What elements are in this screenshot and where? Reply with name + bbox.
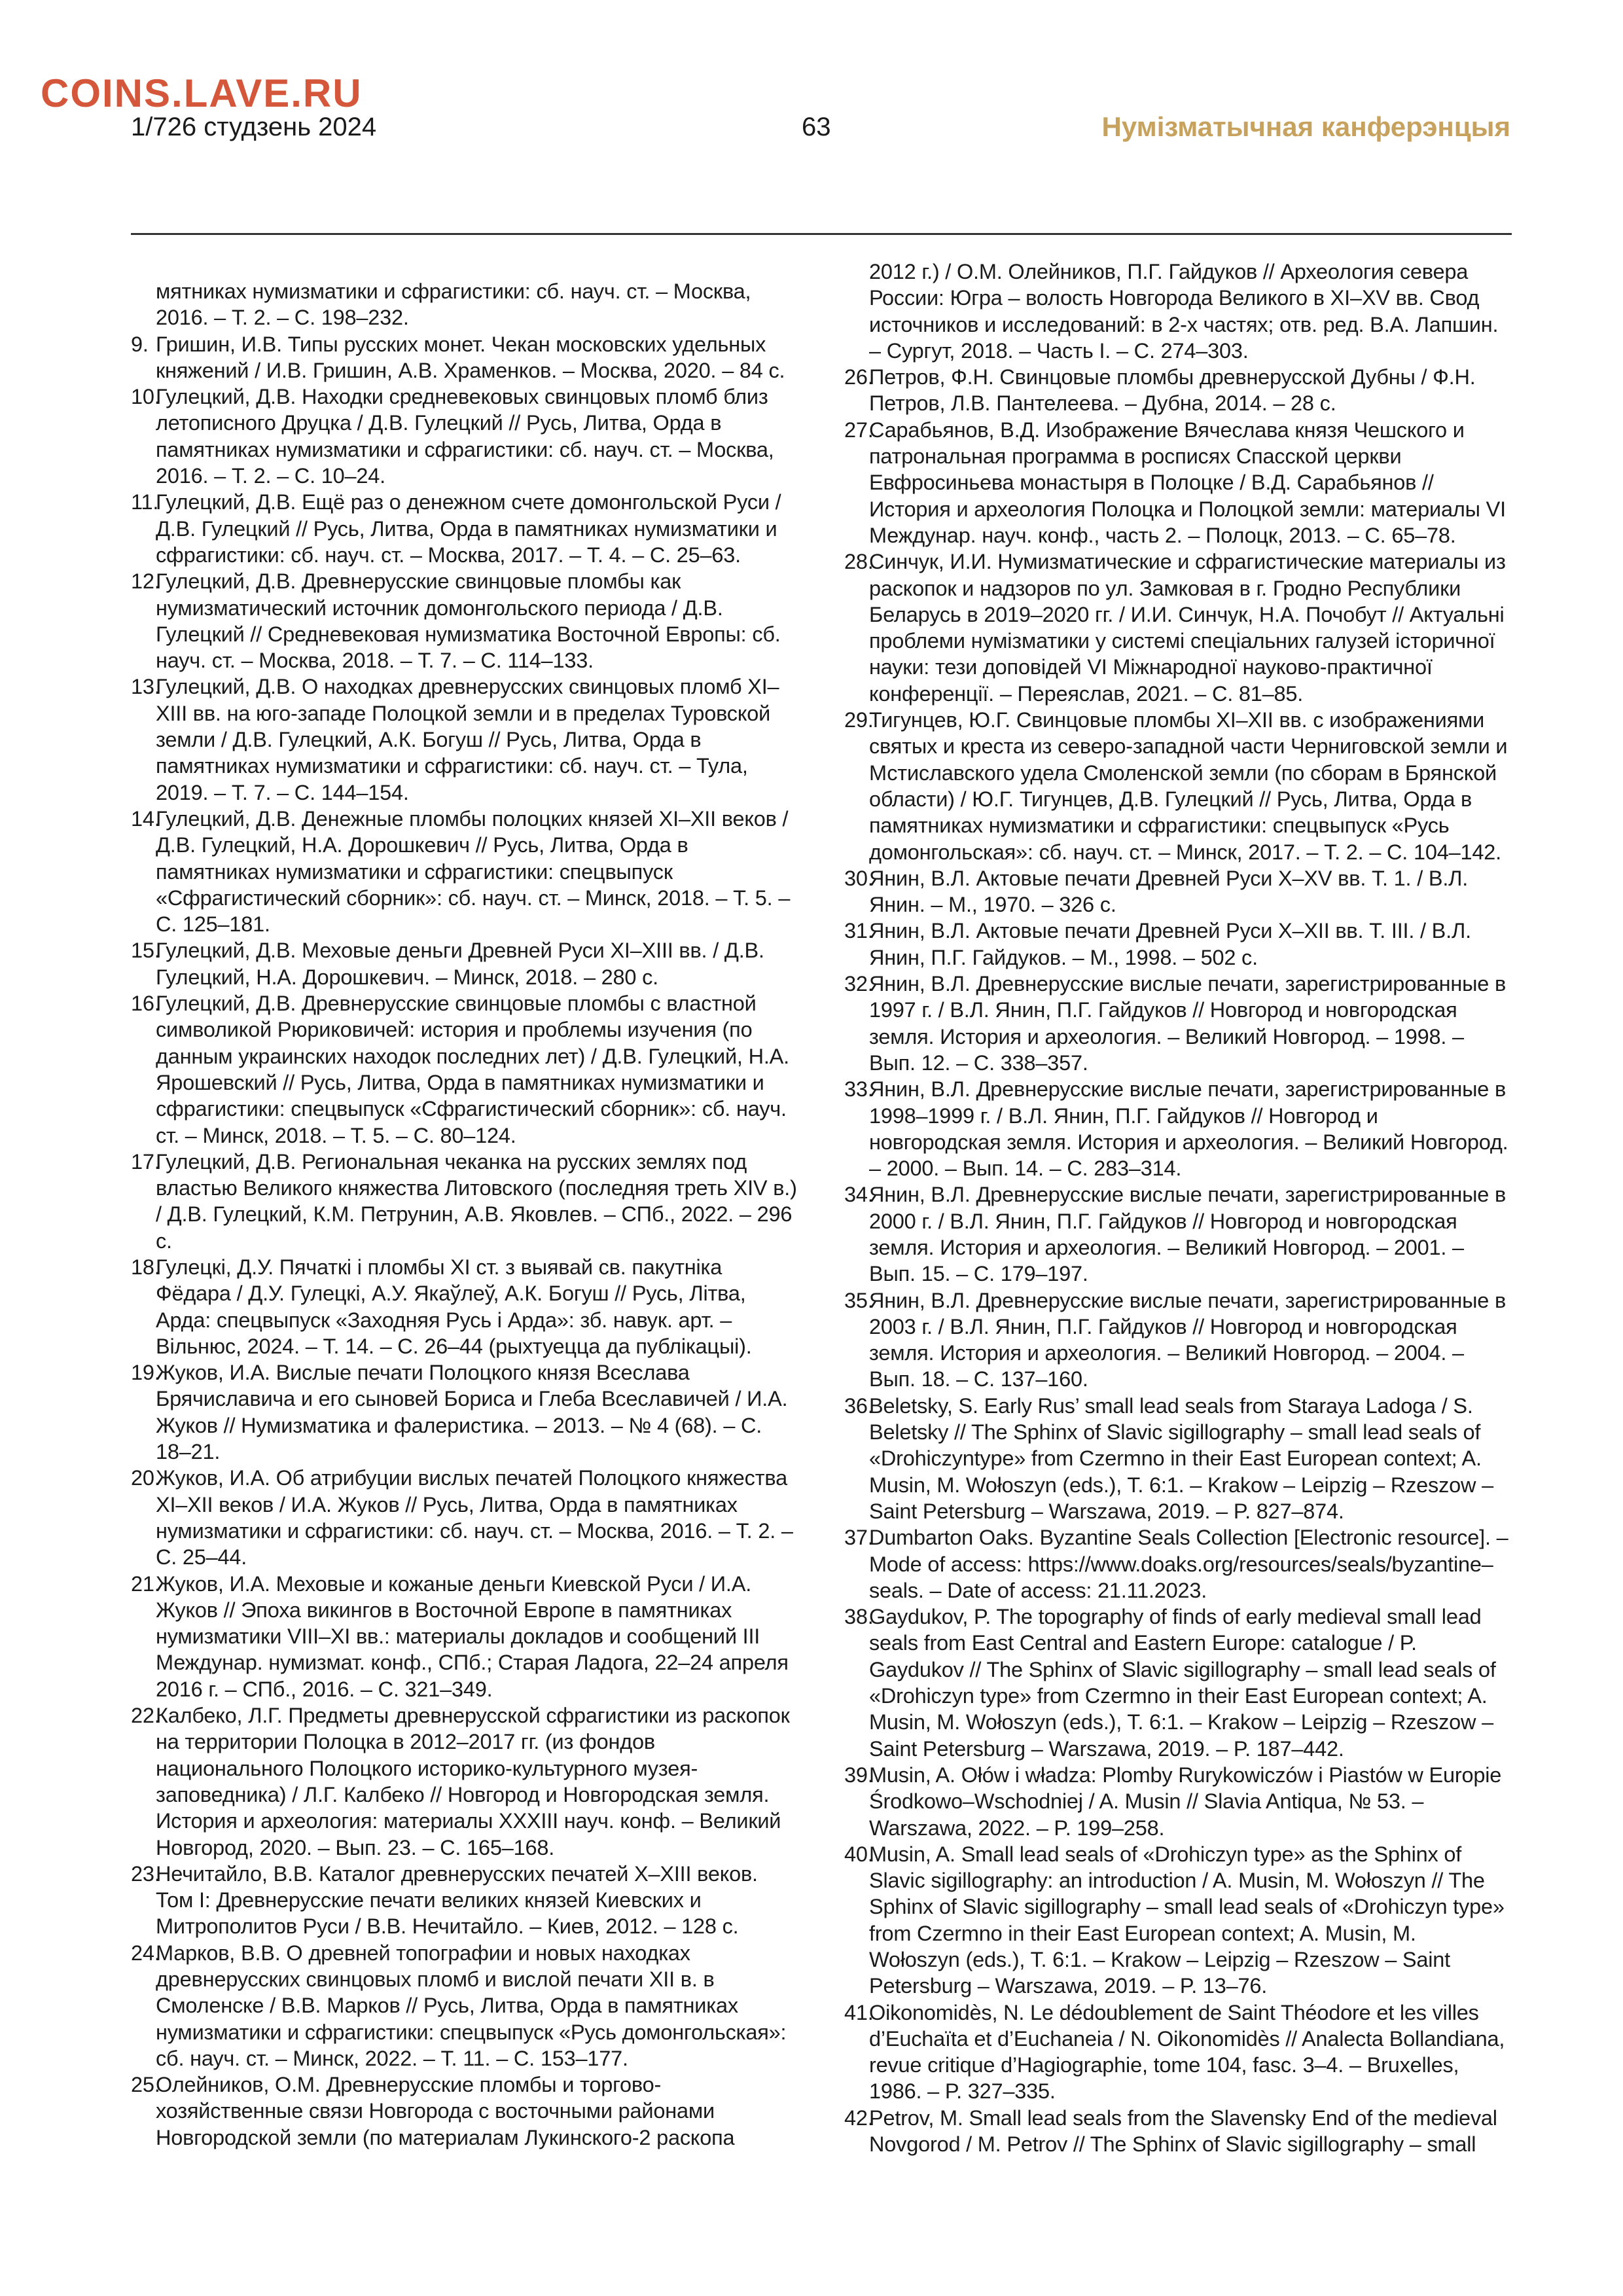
reference-text: Янин, В.Л. Древнерусские вислые печати, зарегистрированные в 2003 г. / В.Л. Янин, П.Г. Гайдуков // Новгород и новгородская земля. История и археология. – Великий Новгород. – 2004. – Вып. 18. – С. 137–160. [869,1288,1507,1391]
reference-number [131,278,156,331]
reference-text: Синчук, И.И. Нумизматические и сфрагистические материалы из раскопок и надзоров по ул. Замковая в г. Гродно Республики Беларусь в 2019–2020 гг. / И.И. Синчук, Н.А. Почобут // Актуальні проблеми нумізматики у системі спеціальних галузей історичної науки: тези доповідей VI Міжнародної науково-практичної конференції. – Переяслав, 2021. – С. 81–85. [869,550,1506,706]
reference-number: 22. [131,1704,160,1728]
reference-text: Гулецкий, Д.В. Древнерусские свинцовые пломбы как нумизматический источник домонгольского периода / Д.В. Гулецкий // Средневековая нумизматика Восточной Европы: сб. науч. ст. – Москва, 2018. – Т. 7. – С. 114–133. [156,569,781,673]
reference-entry [131,1861,798,1940]
running-title: Нумізматычная канферэнцыя [1101,111,1510,142]
reference-entry [844,1181,1512,1287]
reference-entry [131,806,798,937]
reference-number [844,259,869,364]
reference-text: Гулецкі, Д.У. Пячаткі і пломбы XI ст. з выявай св. пакутніка Фёдара / Д.У. Гулецкі, А.У. Якаўлеў, А.К. Богуш // Русь, Літва, Арда: спецвыпуск «Заходняя Русь і Арда»: зб. навук. арт. – Вільнюс, 2024. – Т. 14. – С. 26–44 (рыхтуецца да публікацыі). [156,1255,752,1358]
reference-number: 14. [131,806,160,831]
reference-entry [131,1702,798,1861]
reference-entry [131,937,798,990]
reference-number: 38. [844,1605,874,1629]
reference-entry [131,568,798,673]
reference-entry [131,489,798,568]
reference-text: Янин, В.Л. Древнерусские вислые печати, зарегистрированные в 1998–1999 г. / В.Л. Янин, П.Г. Гайдуков // Новгород и новгородская земля. История и археология. – Великий Новгород. – 2000. – Вып. 14. – С. 283–314. [869,1077,1508,1181]
reference-entry [131,2072,798,2151]
reference-number: 36. [844,1393,874,1418]
page-number: 63 [802,113,831,141]
reference-number: 23. [131,1861,160,1886]
reference-text: Нечитайло, В.В. Каталог древнерусских печатей X–XIII веков. Том I: Древнерусские печати великих князей Киевских и Митрополитов Руси / В.В. Нечитайло. – Киев, 2012. – 128 с. [156,1861,758,1939]
reference-number: 19. [131,1361,160,1385]
reference-text: Янин, В.Л. Актовые печати Древней Руси X–XII вв. Т. III. / В.Л. Янин, П.Г. Гайдуков. – М., 1998. – 502 с. [869,919,1471,969]
reference-number: 17. [131,1149,160,1174]
reference-entry [844,364,1512,417]
reference-number: 32. [844,972,874,996]
reference-text: Musin, A. Small lead seals of «Drohiczyn type» as the Sphinx of Slavic sigillography: an introduction / A. Musin, M. Wołoszyn // The Sphinx of Slavic sigillography – small lead seals of «Drohiczyn type» from Czermno in their East European context; A. Musin, M. Wołoszyn (eds.), T. 6:1. – Krakow – Leipzig – Rzeszow – Saint Petersburg – Warszawa, 2019. – P. 13–76. [869,1842,1505,1998]
reference-number: 25. [131,2073,160,2097]
reference-text: Gaydukov, P. The topography of finds of early medieval small lead seals from East Central and Eastern Europe: catalogue / P. Gaydukov // The Sphinx of Slavic sigillography – small lead seals of «Drohiczyn type» from Czermno in their East European context; A. Musin, M. Wołoszyn (eds.), T. 6:1. – Krakow – Leipzig – Rzeszow – Saint Petersburg – Warszawa, 2019. – P. 187–442. [869,1605,1496,1761]
reference-number: 16. [131,992,160,1016]
reference-number: 15. [131,939,160,963]
reference-entry [844,1841,1512,2000]
reference-number: 42. [844,2106,874,2130]
reference-text: Гулецкий, Д.В. Находки средневековых свинцовых пломб близ летописного Друцка / Д.В. Гулецкий // Русь, Литва, Орда в памятниках нумизматики и сфрагистики: сб. науч. ст. – Москва, 2016. – Т. 2. – С. 10–24. [156,385,774,488]
reference-number: 18. [131,1255,160,1279]
reference-entry [844,865,1512,918]
reference-number: 20. [131,1466,160,1490]
reference-entry [844,971,1512,1076]
reference-text: мятниках нумизматики и сфрагистики: сб. науч. ст. – Москва, 2016. – Т. 2. – С. 198–232. [156,279,751,330]
header-rule [131,233,1512,235]
reference-text: Гришин, И.В. Типы русских монет. Чекан московских удельных княжений / И.В. Гришин, А.В. Храменков. – Москва, 2020. – 84 с. [156,332,785,382]
reference-number: 28. [844,550,874,574]
reference-text: Янин, В.Л. Древнерусские вислые печати, зарегистрированные в 1997 г. / В.Л. Янин, П.Г. Гайдуков // Новгород и новгородская земля. История и археология. – Великий Новгород. – 1998. – Вып. 12. – С. 338–357. [869,972,1507,1075]
reference-entry [844,1076,1512,1181]
reference-number: 29. [844,708,874,732]
reference-text: Янин, В.Л. Актовые печати Древней Руси X–XV вв. Т. 1. / В.Л. Янин. – М., 1970. – 326 с. [869,866,1469,917]
reference-text: Янин, В.Л. Древнерусские вислые печати, зарегистрированные в 2000 г. / В.Л. Янин, П.Г. Гайдуков // Новгород и новгородская земля. История и археология. – Великий Новгород. – 2001. – Вып. 15. – С. 179–197. [869,1183,1507,1286]
reference-text: Жуков, И.А. Меховые и кожаные деньги Киевской Руси / И.А. Жуков // Эпоха викингов в Восточной Европе в памятниках нумизматики VIII–XI вв.: материалы докладов и сообщений III Междунар. нумизмат. конф., СПб.; Старая Ладога, 22–24 апреля 2016 г. – СПб., 2016. – С. 321–349. [156,1571,789,1701]
reference-number: 35. [844,1288,874,1312]
reference-text: Гулецкий, Д.В. Региональная чеканка на русских землях под властью Великого княжества Литовского (последняя треть XIV в.) / Д.В. Гулецкий, К.М. Петрунин, А.В. Яковлев. – СПб., 2022. – 296 с. [156,1149,797,1253]
reference-entry [844,2105,1512,2158]
reference-entry [131,1465,798,1570]
reference-text: Гулецкий, Д.В. Денежные пломбы полоцких князей XI–XII веков / Д.В. Гулецкий, Н.А. Дорошкевич // Русь, Литва, Орда в памятниках нумизматики и сфрагистики: спецвыпуск «Сфрагистический сборник»: сб. науч. ст. – Минск, 2018. – Т. 5. – С. 125–181. [156,806,791,937]
reference-text: Тигунцев, Ю.Г. Свинцовые пломбы XI–XII вв. с изображениями святых и креста из северо-западной части Черниговской земли и Мстиславского удела Смоленской земли (по сборам в Брянской области) / Ю.Г. Тигунцев, Д.В. Гулецкий // Русь, Литва, Орда в памятниках нумизматики и сфрагистики: спецвыпуск «Русь домонгольская»: сб. науч. ст. – Минск, 2017. – Т. 2. – С. 104–142. [869,708,1508,864]
reference-number: 11. [131,490,159,514]
reference-number: 21. [131,1571,160,1596]
reference-number: 37. [844,1526,874,1550]
reference-text: Musin, A. Ołów i władza: Plomby Rurykowiczów i Piastów w Europie Środkowo–Wschodniej / A. Musin // Slavia Antiqua, № 53. – Warszawa, 2022. – P. 199–258. [869,1763,1502,1840]
reference-text: Petrov, M. Small lead seals from the Slavensky End of the medieval Novgorod / M. Petrov // The Sphinx of Slavic sigillography – small [869,2106,1497,2157]
reference-entry [131,1254,798,1359]
reference-number: 34. [844,1183,874,1207]
reference-number: 10. [131,385,160,409]
reference-entry [131,1940,798,2072]
reference-text: Гулецкий, Д.В. О находках древнерусских свинцовых пломб XI–XIII вв. на юго-западе Полоцкой земли и в пределах Туровской земли / Д.В. Гулецкий, А.К. Богуш // Русь, Литва, Орда в памятниках нумизматики и сфрагистики: сб. науч. ст. – Тула, 2019. – Т. 7. – С. 144–154. [156,675,779,804]
reference-text: Beletsky, S. Early Rus’ small lead seals from Staraya Ladoga / S. Beletsky // The Sphinx of Slavic sigillography – small lead seals of «Drohiczyntype» from Czermno in their East European context; A. Musin, M. Wołoszyn (eds.), T. 6:1. – Krakow – Leipzig – Rzeszow – Saint Petersburg – Warszawa, 2019. – P. 827–874. [869,1393,1493,1523]
reference-number: 27. [844,418,874,442]
reference-entry [844,1287,1512,1393]
reference-number: 13. [131,675,160,699]
reference-text: Гулецкий, Д.В. Меховые деньги Древней Руси XI–XIII вв. / Д.В. Гулецкий, Н.А. Дорошкевич. – Минск, 2018. – 280 с. [156,939,764,989]
reference-entry [131,384,798,489]
watermark-logo: COINS.LAVE.RU [41,71,363,115]
right-column-references [844,259,1512,2157]
reference-number: 39. [844,1763,874,1787]
reference-entry [131,331,798,384]
reference-text: Гулецкий, Д.В. Древнерусские свинцовые пломбы с властной символикой Рюриковичей: история и проблемы изучения (по данным украинских находок последних лет) / Д.В. Гулецкий, Н.А. Ярошевский // Русь, Литва, Орда в памятниках нумизматики и сфрагистики: спецвыпуск «Сфрагистический сборник»: сб. науч. ст. – Минск, 2018. – Т. 5. – С. 80–124. [156,992,789,1147]
reference-number: 24. [131,1941,160,1965]
reference-number: 30. [844,866,874,890]
reference-entry [131,1571,798,1702]
reference-entry [844,1393,1512,1524]
reference-entry [844,259,1512,364]
left-column-references [131,278,798,2151]
reference-entry [131,1149,798,1254]
reference-entry [844,548,1512,707]
reference-entry [844,417,1512,548]
reference-entry [131,1359,798,1465]
reference-text: Гулецкий, Д.В. Ещё раз о денежном счете домонгольской Руси / Д.В. Гулецкий // Русь, Литва, Орда в памятниках нумизматики и сфрагистики: сб. науч. ст. – Москва, 2017. – Т. 4. – С. 25–63. [156,490,781,567]
reference-number: 31. [844,919,874,943]
reference-text: Марков, В.В. О древней топографии и новых находках древнерусских свинцовых пломб и вислой печати XII в. в Смоленске / В.В. Марков // Русь, Литва, Орда в памятниках нумизматики и сфрагистики: спецвыпуск «Русь домонгольская»: сб. науч. ст. – Минск, 2022. – Т. 11. – С. 153–177. [156,1941,787,2070]
reference-text: Жуков, И.А. Об атрибуции вислых печатей Полоцкого княжества XI–XII веков / И.А. Жуков // Русь, Литва, Орда в памятниках нумизматики и сфрагистики: сб. науч. ст. – Москва, 2016. – Т. 2. – С. 25–44. [156,1466,793,1570]
reference-entry [844,918,1512,971]
reference-text: Калбеко, Л.Г. Предметы древнерусской сфрагистики из раскопок на территории Полоцка в 2012–2017 гг. (из фондов национального Полоцкого историко-культурного музея-заповедника) / Л.Г. Калбеко // Новгород и Новгородская земля. История и археология: материалы XXXIII науч. конф. – Великий Новгород, 2020. – Вып. 23. – С. 165–168. [156,1704,790,1859]
reference-text: Олейников, О.М. Древнерусские пломбы и торгово-хозяйственные связи Новгорода с восточными районами Новгородской земли (по материалам Лукинского-2 раскопа [156,2073,735,2149]
reference-number: 26. [844,365,874,389]
reference-text: 2012 г.) / О.М. Олейников, П.Г. Гайдуков // Археология севера России: Югра – волость Новгорода Великого в XI–XV вв. Свод источников и исследований: в 2-х частях; отв. ред. В.А. Лапшин. – Сургут, 2018. – Часть I. – С. 274–303. [869,260,1499,363]
reference-entry [844,707,1512,865]
reference-entry [844,1524,1512,1604]
reference-text: Сарабьянов, В.Д. Изображение Вячеслава князя Чешского и патрональная программа в росписях Спасской церкви Евфросиньева монастыря в Полоцке / В.Д. Сарабьянов // История и археология Полоцка и Полоцкой земли: материалы VI Междунар. науч. конф., часть 2. – Полоцк, 2013. – С. 65–78. [869,418,1506,547]
reference-entry [844,1604,1512,1762]
reference-text: Петров, Ф.Н. Свинцовые пломбы древнерусской Дубны / Ф.Н. Петров, Л.В. Пантелеева. – Дубна, 2014. – 28 с. [869,365,1476,416]
reference-entry [131,673,798,805]
reference-entry [844,1762,1512,1841]
reference-text: Жуков, И.А. Вислые печати Полоцкого князя Всеслава Брячиславича и его сыновей Бориса и Глеба Всеславичей / И.А. Жуков // Нумизматика и фалеристика. – 2013. – № 4 (68). – С. 18–21. [156,1361,788,1464]
reference-entry [131,278,798,331]
reference-number: 9. [131,332,149,356]
reference-number: 41. [844,2000,874,2024]
reference-number: 33. [844,1077,874,1102]
reference-text: Oikonomidès, N. Le dédoublement de Saint Théodore et les villes d’Euchaïta et d’Euchaneia / N. Oikonomidès // Analecta Bollandiana, revue critique d’Hagiographie, tome 104, fasc. 3–4. – Bruxelles, 1986. – P. 327–335. [869,2000,1505,2104]
reference-number: 12. [131,569,160,594]
reference-entry [844,2000,1512,2105]
reference-text: Dumbarton Oaks. Byzantine Seals Collection [Electronic resource]. – Mode of access: https://www.doaks.org/resources/seals/byzantine–seals. – Date of access: 21.11.2023. [869,1526,1508,1602]
reference-number: 40. [844,1842,874,1866]
reference-entry [131,990,798,1149]
issue-label: 1/726 студзень 2024 [131,113,377,141]
